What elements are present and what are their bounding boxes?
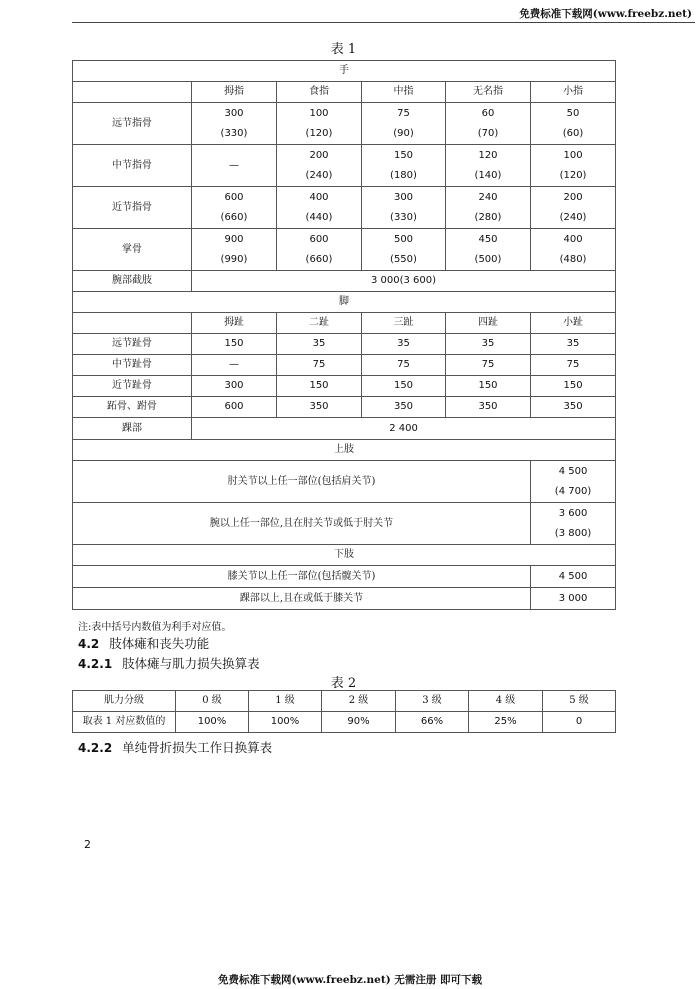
cell: 600 (660) bbox=[192, 187, 277, 229]
row-label: 近节趾骨 bbox=[73, 376, 192, 397]
cell: 200 (240) bbox=[277, 145, 362, 187]
table1-title: 表 1 bbox=[330, 42, 357, 57]
table-row bbox=[73, 229, 616, 271]
row-label: 近节指骨 bbox=[73, 187, 192, 229]
cell: 120 (140) bbox=[446, 145, 531, 187]
col-little-toe: 小趾 bbox=[531, 313, 616, 334]
cell: 300 (330) bbox=[192, 103, 277, 145]
heading-4-2-1: 4.2.1 肢体瘫与肌力损失换算表 bbox=[78, 656, 260, 671]
cell: 4 500 bbox=[531, 566, 616, 588]
table-row bbox=[73, 418, 616, 440]
cell: 3 000 bbox=[531, 588, 616, 610]
header-brand: 免费标准下载网(www.freebz.net) bbox=[519, 8, 692, 20]
cell: 150 (180) bbox=[362, 145, 446, 187]
cell: 100 (120) bbox=[531, 145, 616, 187]
cell: 300 (330) bbox=[362, 187, 446, 229]
section-upper-limb: 上肢 bbox=[73, 440, 616, 461]
cell: 300 bbox=[192, 376, 277, 397]
hand-header-blank bbox=[73, 82, 192, 103]
cell: 150 bbox=[446, 376, 531, 397]
table2-title: 表 2 bbox=[330, 676, 357, 691]
heading-4-2-2: 4.2.2 单纯骨折损失工作日换算表 bbox=[78, 740, 273, 755]
cell: 350 bbox=[277, 397, 362, 418]
table-row bbox=[73, 397, 616, 418]
col-third-toe: 三趾 bbox=[362, 313, 446, 334]
cell: 400 (480) bbox=[531, 229, 616, 271]
table-row bbox=[73, 588, 616, 610]
row-label: 远节指骨 bbox=[73, 103, 192, 145]
cell: 350 bbox=[362, 397, 446, 418]
cell: 350 bbox=[446, 397, 531, 418]
cell: 350 bbox=[531, 397, 616, 418]
cell: 35 bbox=[531, 334, 616, 355]
header-rule bbox=[72, 22, 695, 23]
cell: 150 bbox=[362, 376, 446, 397]
table1 bbox=[72, 60, 616, 610]
header-cell: 2 级 bbox=[322, 691, 396, 712]
table-row bbox=[73, 503, 616, 545]
table-row bbox=[73, 271, 616, 292]
footer-brand: 免费标准下载网(www.freebz.net) 无需注册 即可下载 bbox=[218, 974, 482, 986]
row-label: 膝关节以上任一部位(包括髋关节) bbox=[73, 566, 531, 588]
table-row bbox=[73, 103, 616, 145]
row-label: 跖骨、跗骨 bbox=[73, 397, 192, 418]
cell: 60 (70) bbox=[446, 103, 531, 145]
cell: 100% bbox=[249, 712, 322, 733]
cell: 500 (550) bbox=[362, 229, 446, 271]
row-label: 远节趾骨 bbox=[73, 334, 192, 355]
table-row bbox=[73, 187, 616, 229]
cell: 4 500 (4 700) bbox=[531, 461, 616, 503]
cell: 25% bbox=[469, 712, 543, 733]
header-cell: 0 级 bbox=[176, 691, 249, 712]
cell: 35 bbox=[446, 334, 531, 355]
cell: — bbox=[192, 355, 277, 376]
cell: 0 bbox=[543, 712, 616, 733]
table1-note: 注:表中括号内数值为利手对应值。 bbox=[78, 622, 232, 633]
col-little-finger: 小指 bbox=[531, 82, 616, 103]
header-cell: 4 级 bbox=[469, 691, 543, 712]
row-label: 中节趾骨 bbox=[73, 355, 192, 376]
row-label: 取表 1 对应数值的 bbox=[73, 712, 176, 733]
col-fourth-toe: 四趾 bbox=[446, 313, 531, 334]
row-label: 肘关节以上任一部位(包括肩关节) bbox=[73, 461, 531, 503]
heading-4-2: 4.2 肢体瘫和丧失功能 bbox=[78, 636, 210, 651]
table2 bbox=[72, 690, 616, 733]
table-row bbox=[73, 712, 616, 733]
table-row bbox=[73, 355, 616, 376]
col-big-toe: 拇趾 bbox=[192, 313, 277, 334]
cell: 600 bbox=[192, 397, 277, 418]
cell: 50 (60) bbox=[531, 103, 616, 145]
cell: 240 (280) bbox=[446, 187, 531, 229]
section-hand: 手 bbox=[73, 61, 616, 82]
cell: 150 bbox=[277, 376, 362, 397]
cell: 75 bbox=[362, 355, 446, 376]
cell: — bbox=[192, 145, 277, 187]
cell: 35 bbox=[277, 334, 362, 355]
table-row bbox=[73, 566, 616, 588]
cell: 75 bbox=[277, 355, 362, 376]
foot-header-row bbox=[73, 313, 616, 334]
cell: 600 (660) bbox=[277, 229, 362, 271]
cell: 66% bbox=[396, 712, 469, 733]
cell: 450 (500) bbox=[446, 229, 531, 271]
row-label: 中节指骨 bbox=[73, 145, 192, 187]
section-foot: 脚 bbox=[73, 292, 616, 313]
cell: 75 bbox=[531, 355, 616, 376]
col-middle-finger: 中指 bbox=[362, 82, 446, 103]
cell: 3 600 (3 800) bbox=[531, 503, 616, 545]
header-cell: 5 级 bbox=[543, 691, 616, 712]
table-row bbox=[73, 461, 616, 503]
header-cell: 1 级 bbox=[249, 691, 322, 712]
section-lower-limb: 下肢 bbox=[73, 545, 616, 566]
cell: 35 bbox=[362, 334, 446, 355]
page-number: 2 bbox=[84, 838, 91, 851]
row-label: 踝部以上,且在或低于膝关节 bbox=[73, 588, 531, 610]
cell: 100 (120) bbox=[277, 103, 362, 145]
cell: 2 400 bbox=[192, 418, 616, 440]
table-row bbox=[73, 145, 616, 187]
cell: 150 bbox=[531, 376, 616, 397]
table-row bbox=[73, 376, 616, 397]
cell: 200 (240) bbox=[531, 187, 616, 229]
cell: 75 (90) bbox=[362, 103, 446, 145]
table-row bbox=[73, 334, 616, 355]
header-cell: 肌力分级 bbox=[73, 691, 176, 712]
row-label: 踝部 bbox=[73, 418, 192, 440]
foot-header-blank bbox=[73, 313, 192, 334]
cell: 90% bbox=[322, 712, 396, 733]
row-label: 腕以上任一部位,且在肘关节或低于肘关节 bbox=[73, 503, 531, 545]
cell: 3 000(3 600) bbox=[192, 271, 616, 292]
col-second-toe: 二趾 bbox=[277, 313, 362, 334]
col-index-finger: 食指 bbox=[277, 82, 362, 103]
table2-header-row bbox=[73, 691, 616, 712]
hand-header-row bbox=[73, 82, 616, 103]
row-label: 腕部截肢 bbox=[73, 271, 192, 292]
cell: 900 (990) bbox=[192, 229, 277, 271]
header-cell: 3 级 bbox=[396, 691, 469, 712]
cell: 150 bbox=[192, 334, 277, 355]
cell: 400 (440) bbox=[277, 187, 362, 229]
col-thumb: 拇指 bbox=[192, 82, 277, 103]
row-label: 掌骨 bbox=[73, 229, 192, 271]
col-ring-finger: 无名指 bbox=[446, 82, 531, 103]
cell: 100% bbox=[176, 712, 249, 733]
cell: 75 bbox=[446, 355, 531, 376]
